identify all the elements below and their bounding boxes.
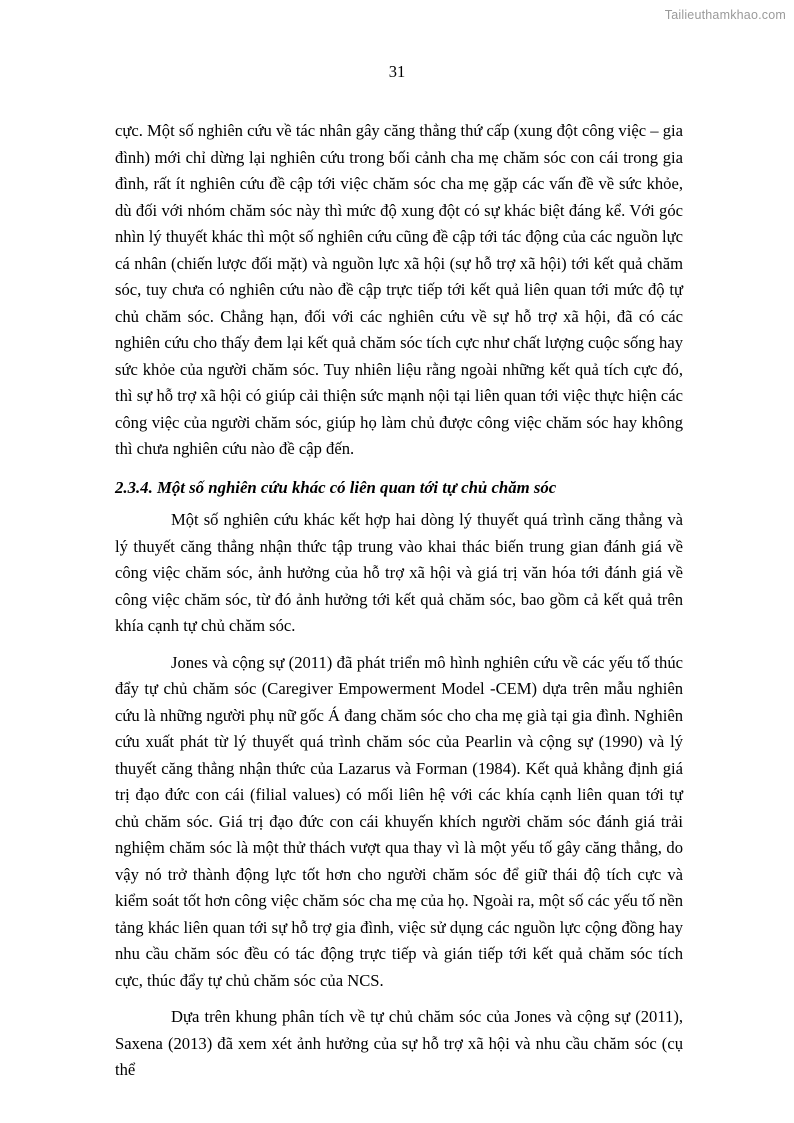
paragraph-continuation: cực. Một số nghiên cứu về tác nhân gây căng thẳng thứ cấp (xung đột công việc – gia đình) mới chỉ dừng lại nghiên cứu trong bối cảnh cha mẹ chăm sóc con cái trong gia đình, rất ít nghiên cứu đề cập tới việc chăm sóc cha mẹ gặp các vấn đề về sức khỏe, dù đối với nhóm chăm sóc này thì mức độ xung đột có sự khác biệt đáng kể. Với góc nhìn lý thuyết khác thì một số nghiên cứu cũng đề cập tới tác động của các nguồn lực cá nhân (chiến lược đối mặt) và nguồn lực xã hội (sự hỗ trợ xã hội) tới kết quả chăm sóc, tuy chưa có nghiên cứu nào đề cập trực tiếp tới kết quả liên quan tới mức độ tự chủ chăm sóc. Chẳng hạn, đối với các nghiên cứu về sự hỗ trợ xã hội, đã có các nghiên cứu cho thấy đem lại kết quả chăm sóc tích cực như chất lượng cuộc sống hay sức khỏe của người chăm sóc. Tuy nhiên liệu rằng ngoài những kết quả tích cực đó, thì sự hỗ trợ xã hội có giúp cải thiện sức mạnh nội tại liên quan tới việc thực hiện các công việc của người chăm sóc, giúp họ làm chủ được công việc chăm sóc hay không thì chưa nghiên cứu nào đề cập đến. xyxy=(115,121,683,458)
paragraph-saxena: Dựa trên khung phân tích về tự chủ chăm sóc của Jones và cộng sự (2011), Saxena (2013) đã xem xét ảnh hưởng của sự hỗ trợ xã hội và nhu cầu chăm sóc (cụ thể xyxy=(115,1007,683,1079)
watermark: Tailieuthamkhao.com xyxy=(664,8,786,22)
page-number: 31 xyxy=(388,62,406,81)
paragraph-jones-model: Jones và cộng sự (2011) đã phát triển mô hình nghiên cứu về các yếu tố thúc đẩy tự chủ chăm sóc (Caregiver Empowerment Model -CEM) dựa trên mẫu nghiên cứu là những người phụ nữ gốc Á đang chăm sóc cho cha mẹ già tại gia đình. Nghiên cứu xuất phát từ lý thuyết quá trình chăm sóc của Pearlin và cộng sự (1990) và lý thuyết căng thẳng nhận thức của Lazarus và Forman (1984). Kết quả khẳng định giá trị đạo đức con cái (filial values) có mối liên hệ với các khía cạnh liên quan tới tự chủ chăm sóc. Giá trị đạo đức con cái khuyến khích người chăm sóc đánh giá trải nghiệm chăm sóc là một thử thách vượt qua thay vì là một yếu tố gây căng thẳng, do vậy nó trở thành động lực tốt hơn cho người chăm sóc để giữ thái độ tích cực và kiểm soát tốt hơn công việc chăm sóc cha mẹ của họ. Ngoài ra, một số các yếu tố nền tảng khác liên quan tới sự hỗ trợ gia đình, việc sử dụng các nguồn lực cộng đồng hay nhu cầu chăm sóc đều có tác động trực tiếp và gián tiếp tới kết quả chăm sóc tích cực, thúc đẩy tự chủ chăm sóc của NCS. xyxy=(115,652,683,990)
paragraph-other-studies: Một số nghiên cứu khác kết hợp hai dòng lý thuyết quá trình căng thẳng và lý thuyết căng thẳng nhận thức tập trung vào khai thác biến trung gian đánh giá về công việc chăm sóc, ảnh hưởng của hỗ trợ xã hội và giá trị văn hóa tới đánh giá về công việc chăm sóc, từ đó ảnh hưởng tới kết quả chăm sóc, bao gồm cả kết quả trên khía cạnh tự chủ chăm sóc. xyxy=(115,510,683,635)
section-heading: 2.3.4. Một số nghiên cứu khác có liên quan tới tự chủ chăm sóc xyxy=(115,477,557,497)
document-body xyxy=(115,118,683,1084)
